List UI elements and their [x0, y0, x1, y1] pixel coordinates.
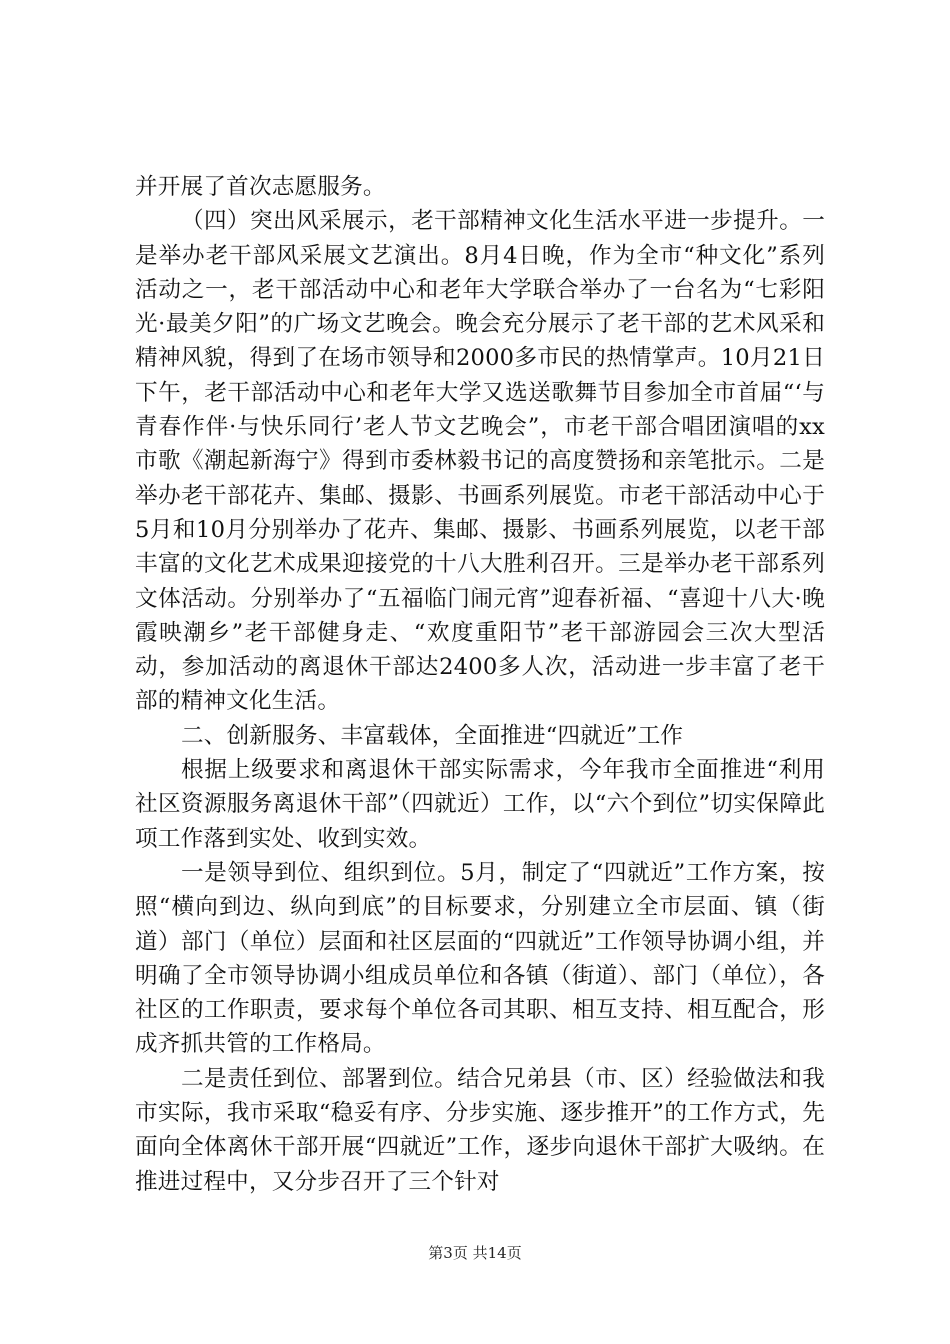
paragraph-4: 一是领导到位、组织到位。5月，制定了“四就近”工作方案，按照“横向到边、纵向到底”的目标要求，分别建立全市层面、镇（街道）部门（单位）层面和社区层面的“四就近”工作领导协调小组，并明确了全市领导协调小组成员单位和各镇（街道）、部门（单位），各社区的工作职责，要求每个单位各司其职、相互支持、相互配合，形成齐抓共管的工作格局。	[135, 859, 825, 1058]
paragraph-3: 根据上级要求和离退休干部实际需求，今年我市全面推进“利用社区资源服务离退休干部”（四就近）工作，以“六个到位”切实保障此项工作落到实处、收到实效。	[135, 757, 825, 852]
paragraph-5: 二是责任到位、部署到位。结合兄弟县（市、区）经验做法和我市实际，我市采取“稳妥有序、分步实施、逐步推开”的工作方式，先面向全体离休干部开展“四就近”工作，逐步向退休干部扩大吸纳。在推进过程中，又分步召开了三个针对	[135, 1065, 825, 1195]
section-heading: 二、创新服务、丰富载体，全面推进“四就近”工作	[181, 722, 684, 749]
document-body	[135, 170, 825, 1199]
paragraph-1: 并开展了首次志愿服务。	[135, 174, 386, 200]
paragraph-2: （四）突出风采展示，老干部精神文化生活水平进一步提升。一是举办老干部风采展文艺演出。8月4日晚，作为全市“种文化”系列活动之一，老干部活动中心和老年大学联合举办了一台名为“七彩阳光·最美夕阳”的广场文艺晚会。晚会充分展示了老干部的艺术风采和精神风貌，得到了在场市领导和2000多市民的热情掌声。10月21日下午，老干部活动中心和老年大学又选送歌舞节目参加全市首届“‘与青春作伴·与快乐同行’老人节文艺晚会”，市老干部合唱团演唱的xx市歌《潮起新海宁》得到市委林毅书记的高度赞扬和亲笔批示。二是举办老干部花卉、集邮、摄影、书画系列展览。市老干部活动中心于5月和10月分别举办了花卉、集邮、摄影、书画系列展览，以老干部丰富的文化艺术成果迎接党的十八大胜利召开。三是举办老干部系列文体活动。分别举办了“五福临门闹元宵”迎春祈福、“喜迎十八大·晚霞映潮乡”老干部健身走、“欢度重阳节”老干部游园会三次大型活动，参加活动的离退休干部达2400多人次，活动进一步丰富了老干部的精神文化生活。	[135, 208, 825, 715]
page-number-footer: 第3页 共14页	[428, 1244, 522, 1262]
